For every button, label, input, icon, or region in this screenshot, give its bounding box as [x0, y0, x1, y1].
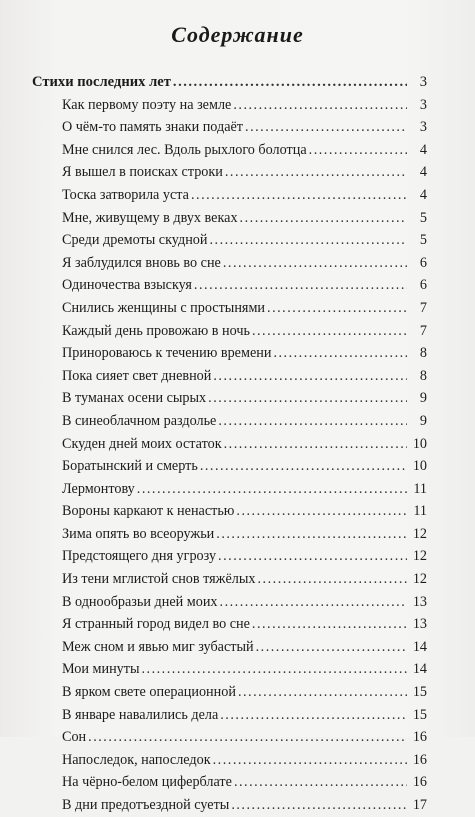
- toc-entry-label: Пока сияет свет дневной: [62, 367, 212, 384]
- dot-leader: [236, 500, 407, 523]
- toc-entry-page: 10: [412, 435, 427, 452]
- toc-entry-label: Сон: [62, 729, 87, 746]
- toc-entry[interactable]: [32, 681, 427, 704]
- toc-entry[interactable]: [32, 320, 427, 343]
- toc-entry-page: 3: [419, 96, 427, 113]
- toc-entry-page: 15: [412, 706, 427, 723]
- toc-entry-label: В однообразьи дней моих: [62, 593, 218, 610]
- toc-entry-page: 13: [412, 616, 427, 633]
- toc-entry-page: 11: [413, 480, 427, 497]
- toc-entry-label: Вороны каркают к ненастью: [62, 503, 235, 520]
- dot-leader: [173, 71, 407, 94]
- dot-leader: [224, 433, 407, 456]
- dot-leader: [252, 613, 407, 636]
- toc-entry-page: 16: [412, 774, 427, 791]
- toc-entry[interactable]: [32, 387, 427, 410]
- toc-entry-label: В туманах осени сырых: [62, 390, 207, 407]
- dot-leader: [309, 139, 407, 162]
- dot-leader: [238, 681, 407, 704]
- toc-entry-label: Среди дремоты скудной: [62, 232, 208, 249]
- dot-leader: [191, 184, 407, 207]
- toc-entry[interactable]: [32, 794, 427, 817]
- toc-entry-page: 16: [412, 751, 427, 768]
- toc-entry-page: 6: [419, 277, 427, 294]
- toc-entry-page: 3: [419, 119, 427, 136]
- dot-leader: [213, 365, 407, 388]
- dot-leader: [223, 252, 407, 275]
- page-title: Содержание: [171, 22, 304, 47]
- toc-entry-page: 16: [412, 729, 427, 746]
- toc-entry[interactable]: [32, 274, 427, 297]
- toc-entry-label: О чём-то память знаки подаёт: [62, 119, 244, 136]
- dot-leader: [141, 658, 407, 681]
- dot-leader: [220, 704, 407, 727]
- toc-entry-label: Мои минуты: [62, 661, 140, 678]
- toc-entry[interactable]: [32, 184, 427, 207]
- dot-leader: [233, 94, 407, 117]
- dot-leader: [137, 478, 407, 501]
- dot-leader: [209, 229, 407, 252]
- toc-entry-page: 12: [412, 525, 427, 542]
- toc-entry-label: В синеоблачном раздолье: [62, 412, 217, 429]
- dot-leader: [231, 794, 407, 817]
- toc-entry-label: Принороваюсь к течению времени: [62, 345, 272, 362]
- toc-entry-page: 9: [419, 390, 427, 407]
- toc-entry-page: 6: [419, 254, 427, 271]
- dot-leader: [273, 342, 407, 365]
- toc-entry-label: На чёрно-белом циферблате: [62, 774, 232, 791]
- dot-leader: [216, 523, 407, 546]
- toc-entry[interactable]: [32, 297, 427, 320]
- toc-entry[interactable]: [32, 478, 427, 501]
- toc-entry-page: 12: [412, 548, 427, 565]
- toc-section-page: 3: [419, 74, 427, 90]
- dot-leader: [256, 636, 407, 659]
- dot-leader: [245, 116, 407, 139]
- toc-entry[interactable]: [32, 523, 427, 546]
- toc-entry-label: Как первому поэту на земле: [62, 96, 232, 113]
- toc-entry-page: 7: [419, 322, 427, 339]
- toc-entry-label: В январе навалились дела: [62, 706, 219, 723]
- toc-entry-page: 10: [412, 458, 427, 475]
- toc-entry-label: Тоска затворила уста: [62, 186, 189, 203]
- toc-entry-label: Предстоящего дня угрозу: [62, 548, 217, 565]
- toc-entry-page: 8: [419, 367, 427, 384]
- toc-entry-label: Мне, живущему в двух веках: [62, 209, 238, 226]
- toc-entry[interactable]: [32, 207, 427, 230]
- toc-entry[interactable]: [32, 365, 427, 388]
- toc-entry-page: 9: [419, 412, 427, 429]
- toc-entry-page: 12: [412, 571, 427, 588]
- toc-entry-label: Каждый день провожаю в ночь: [62, 322, 250, 339]
- toc-entry[interactable]: [32, 139, 427, 162]
- toc-entry-page: 4: [419, 186, 427, 203]
- toc-entry-label: Снились женщины с простынями: [62, 299, 266, 316]
- dot-leader: [220, 591, 407, 614]
- toc-entry-label: Я странный город видел во сне: [62, 616, 250, 633]
- toc-entry[interactable]: [32, 252, 427, 275]
- toc-entry-page: 4: [419, 164, 427, 181]
- toc-entry[interactable]: [32, 613, 427, 636]
- toc-entry-label: Я вышел в поисках строки: [62, 164, 223, 181]
- toc-entry[interactable]: [32, 410, 427, 433]
- toc-entry[interactable]: [32, 545, 427, 568]
- toc-entry[interactable]: [32, 658, 427, 681]
- toc-entry-label: Меж сном и явью миг зубастый: [62, 638, 254, 655]
- dot-leader: [234, 771, 407, 794]
- toc-entry-page: 14: [412, 661, 427, 678]
- dot-leader: [208, 387, 407, 410]
- toc-entry-page: 8: [419, 345, 427, 362]
- toc-entry[interactable]: [32, 433, 427, 456]
- toc-section-label: Стихи последних лет: [32, 74, 171, 90]
- toc-entry-label: Скуден дней моих остаток: [62, 435, 222, 452]
- dot-leader: [213, 749, 407, 772]
- toc-entry[interactable]: [32, 116, 427, 139]
- toc-entry[interactable]: [32, 726, 427, 749]
- toc-entry[interactable]: [32, 342, 427, 365]
- toc-entry-page: 14: [412, 638, 427, 655]
- toc-entry[interactable]: [32, 591, 427, 614]
- toc-entry[interactable]: [32, 94, 427, 117]
- toc-entry[interactable]: [32, 500, 427, 523]
- dot-leader: [200, 455, 407, 478]
- toc-entry-label: В дни предотъездной суеты: [62, 797, 230, 813]
- toc-entry[interactable]: [32, 749, 427, 772]
- toc-entry[interactable]: [32, 636, 427, 659]
- dot-leader: [252, 320, 407, 343]
- toc-entry-label: Лермонтову: [62, 480, 135, 497]
- toc-entry-label: Напоследок, напоследок: [62, 751, 211, 768]
- dot-leader: [218, 410, 407, 433]
- toc-entry-page: 5: [419, 232, 427, 249]
- toc-entry-page: 4: [419, 141, 427, 158]
- dot-leader: [225, 161, 407, 184]
- toc-entry-label: Из тени мглистой снов тяжёлых: [62, 571, 256, 588]
- dot-leader: [194, 274, 407, 297]
- toc-section[interactable]: [32, 71, 427, 94]
- toc-entry-label: Одиночества взыскуя: [62, 277, 192, 294]
- dot-leader: [258, 568, 408, 591]
- toc-entry-page: 5: [419, 209, 427, 226]
- toc-entries: [32, 94, 427, 817]
- dot-leader: [267, 297, 407, 320]
- table-of-contents: [32, 71, 427, 817]
- toc-entry-label: Боратынский и смерть: [62, 458, 198, 475]
- toc-entry-label: Зима опять во всеоружьи: [62, 525, 215, 542]
- toc-entry[interactable]: [32, 161, 427, 184]
- toc-entry[interactable]: [32, 771, 427, 794]
- dot-leader: [240, 207, 407, 230]
- dot-leader: [218, 545, 407, 568]
- toc-entry[interactable]: [32, 229, 427, 252]
- toc-entry[interactable]: [32, 704, 427, 727]
- toc-entry[interactable]: [32, 455, 427, 478]
- toc-entry-label: Я заблудился вновь во сне: [62, 254, 221, 271]
- toc-entry-page: 13: [412, 593, 427, 610]
- toc-entry-page: 17: [412, 797, 427, 813]
- toc-entry-page: 15: [412, 684, 427, 701]
- toc-entry-label: В ярком свете операционной: [62, 684, 236, 701]
- toc-entry[interactable]: [32, 568, 427, 591]
- toc-entry-label: Мне снился лес. Вдоль рыхлого болотца: [62, 141, 307, 158]
- dot-leader: [88, 726, 407, 749]
- toc-entry-page: 7: [419, 299, 427, 316]
- toc-entry-page: 11: [413, 503, 427, 520]
